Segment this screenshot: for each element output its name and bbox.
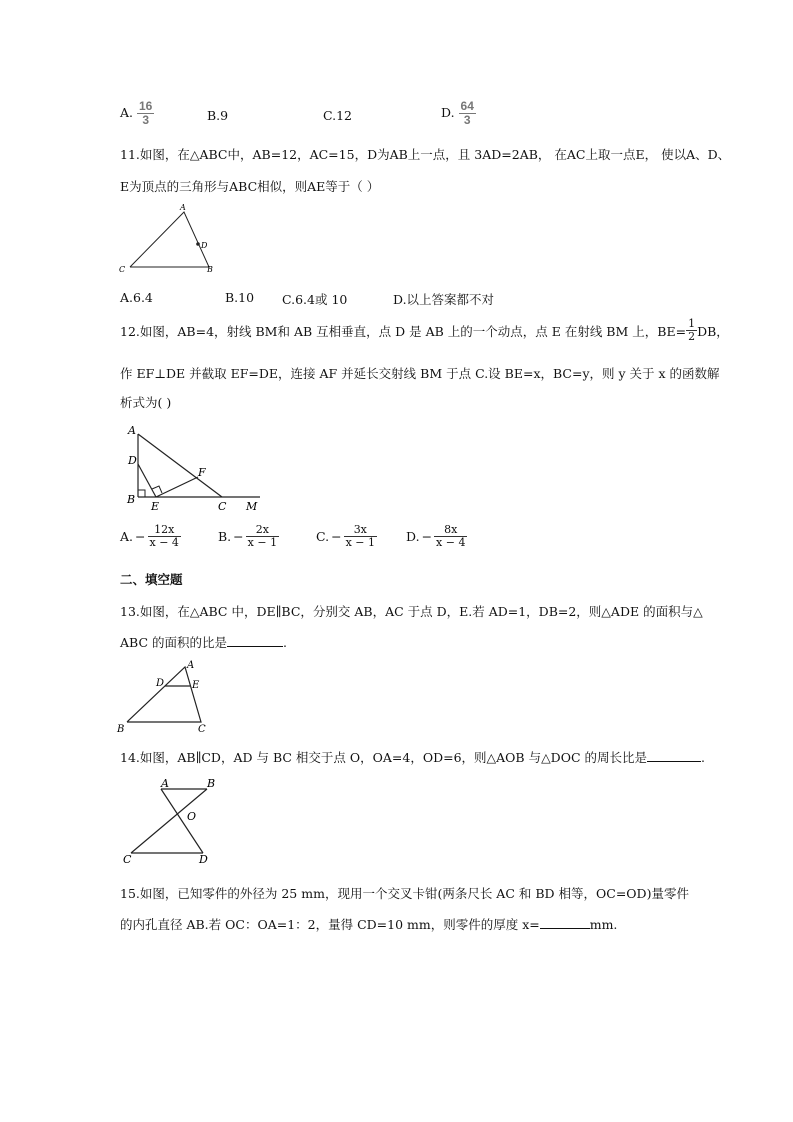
label-e: E	[192, 680, 200, 691]
fraction: $\frac{8x}{x - 4}$	[436, 523, 466, 550]
label-a: A	[161, 777, 169, 790]
q12-text-line3: 析式为( )	[120, 395, 172, 410]
q12-figure	[118, 420, 278, 515]
q14-figure	[115, 775, 225, 870]
q13-text-line2: ABC 的面积的比是 .	[120, 635, 287, 650]
point-d	[196, 242, 200, 246]
q10-option-d: D. $\frac{64}{3}$	[441, 99, 474, 128]
q10-option-a: A. $\frac{16}{3}$	[120, 99, 153, 128]
q13-figure	[112, 658, 222, 738]
label-b: B	[207, 777, 216, 790]
label-c: C	[123, 853, 132, 866]
label-o: O	[187, 810, 197, 823]
q11-figure	[112, 200, 222, 280]
label-e: E	[151, 500, 160, 513]
q11-option-c: C.6.4或 10	[282, 292, 348, 307]
q12-option-c: C. − $\frac{3x}{x - 1}$	[316, 523, 375, 550]
section-heading: 二、填空题	[120, 572, 183, 587]
label-m: M	[246, 500, 258, 513]
q11-option-a: A.6.4	[120, 290, 153, 305]
q12-text-line2: 作 EF⊥DE 并截取 EF=DE，连接 AF 并延长交射线 BM 于点 C.设 BE=x，BC=y，则 y 关于 x 的函数解	[120, 366, 720, 381]
q11-text-line2: E为顶点的三角形与ABC相似，则AE等于（ ）	[120, 179, 380, 194]
fraction: $\frac{16}{3}$	[139, 99, 153, 128]
label-c: C	[198, 724, 206, 735]
triangle-abc	[130, 212, 209, 267]
q12-option-b: B. − $\frac{2x}{x - 1}$	[218, 523, 278, 550]
label-d: D	[128, 454, 137, 467]
q12-option-d: D. − $\frac{8x}{x - 4}$	[406, 523, 466, 550]
label-a: A	[187, 660, 195, 671]
q14-text-line1: 14.如图，AB∥CD，AD 与 BC 相交于点 O，OA=4，OD=6，则△AOB 与△DOC 的周长比是 .	[120, 750, 705, 765]
q15-text-line2: 的内孔直径 AB.若 OC：OA=1：2，量得 CD=10 mm，则零件的厚度 x= mm.	[120, 917, 618, 932]
q11-option-b: B.10	[225, 290, 255, 305]
label-c: C	[119, 265, 126, 274]
q15-text-line1: 15.如图，已知零件的外径为 25 mm，现用一个交叉卡钳(两条尺长 AC 和 BD 相等，OC=OD)量零件	[120, 886, 689, 901]
fraction: $\frac{2x}{x - 1}$	[247, 523, 278, 550]
fraction: $\frac{64}{3}$	[460, 99, 474, 128]
label-c: C	[218, 500, 227, 513]
q12-text-line1: 12.如图，AB=4，射线 BM和 AB 互相垂直，点 D 是 AB 上的一个动点，点 E 在射线 BM 上，BE= $\frac{1}{2}$ DB，	[120, 317, 729, 344]
label-b: B	[207, 265, 213, 274]
q10-option-b: B.9	[207, 108, 229, 123]
q10-option-c: C.12	[323, 108, 352, 123]
fraction: $\frac{12x}{x - 4}$	[149, 523, 179, 550]
label-a: A	[180, 203, 186, 212]
answer-blank	[227, 645, 283, 647]
q12-option-a: A. − $\frac{12x}{x - 4}$	[120, 523, 179, 550]
answer-blank	[647, 760, 701, 762]
q11-text-line1: 11.如图，在△ABC中，AB=12，AC=15，D为AB上一点，且 3AD=2AB， 在AC上取一点E， 使以A、D、	[120, 147, 731, 162]
fraction-half: $\frac{1}{2}$	[688, 317, 696, 344]
label-b: B	[117, 724, 125, 735]
label-d: D	[201, 241, 208, 250]
label-a: A	[128, 424, 136, 437]
label-d: D	[156, 678, 165, 689]
label-b: B	[127, 493, 136, 506]
label-d: D	[199, 853, 208, 866]
answer-blank	[540, 927, 590, 929]
q13-text-line1: 13.如图，在△ABC 中，DE∥BC，分别交 AB，AC 于点 D，E.若 AD=1，DB=2，则△ADE 的面积与△	[120, 604, 703, 619]
label-f: F	[198, 466, 206, 479]
fraction: $\frac{3x}{x - 1}$	[345, 523, 375, 550]
q11-option-d: D.以上答案都不对	[393, 292, 495, 307]
